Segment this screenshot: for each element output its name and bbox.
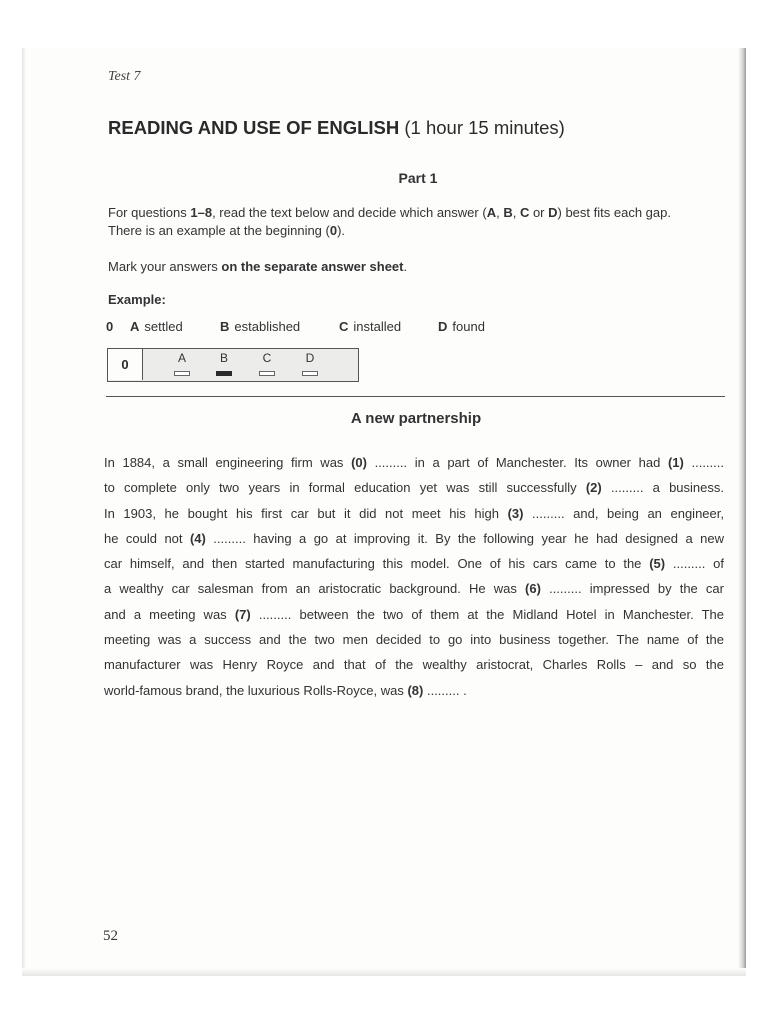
page-binding-shadow [738,48,746,976]
answer-bubble-b [216,371,232,376]
option-b: B established [220,319,301,334]
answer-bubble-d [302,371,318,376]
passage-line: world-famous brand, the luxurious Rolls-Royce, was (8) ......... . [104,682,467,698]
mark-answers-instruction: Mark your answers on the separate answer sheet. [108,259,408,274]
answer-letter-c: C [262,351,272,365]
passage-line: to complete only two years in formal education yet was still successfully (2) ......... a business. [104,480,725,496]
passage-line: meeting was a success and the two men decided to go into business together. The name of the [104,632,724,648]
section-duration: (1 hour 15 minutes) [399,117,565,138]
option-d: D found [438,319,485,334]
passage-line: In 1903, he bought his first car but it did not meet his high (3) ......... and, being an engineer, [104,505,724,521]
section-title [108,117,565,139]
instructions [108,204,728,240]
passage-title: A new partnership [350,410,482,427]
answer-letter-b: B [219,351,228,365]
answer-letter-d: D [305,351,315,365]
example-label: Example: [108,292,166,307]
option-a: A settled [130,319,183,334]
passage-text [104,453,724,706]
section-divider [106,396,725,397]
answer-bubble-a [174,371,190,376]
part-title: Part 1 [398,170,438,186]
instructions-line-2: There is an example at the beginning (0). [108,223,346,238]
page-left-edge [22,48,26,976]
test-label: Test 7 [108,69,141,84]
passage-line: and a meeting was (7) ......... between the two of them at the Midland Hotel in Manchester. The [104,606,724,622]
page-bottom-edge [22,968,746,976]
passage-line: he could not (4) ......... having a go at improving it. By the following year he had designed a new [104,530,724,546]
section-title-bold: READING AND USE OF ENGLISH [108,117,400,138]
passage-line: In 1884, a small engineering firm was (0) ......... in a part of Manchester. Its owner had (1) ......... [104,455,724,470]
passage-line: a wealthy car salesman from an aristocratic background. He was (6) ......... impressed by the car [104,581,724,597]
option-c: C installed [339,319,402,334]
example-answer-box [107,348,359,382]
example-number: 0 [106,319,114,334]
page-number: 52 [103,928,118,944]
answer-letter-a: A [177,351,186,365]
answer-box-number: 0 [108,349,143,380]
answer-bubble-c [259,371,275,376]
passage-line: car himself, and then started manufacturing this model. One of his cars came to the (5) ......... of [104,556,725,572]
instructions-line-1: For questions 1–8, read the text below and decide which answer (A, B, C or D) best fits each gap. [108,205,671,220]
passage-line: manufacturer was Henry Royce and that of the wealthy aristocrat, Charles Rolls – and so the [104,657,724,673]
